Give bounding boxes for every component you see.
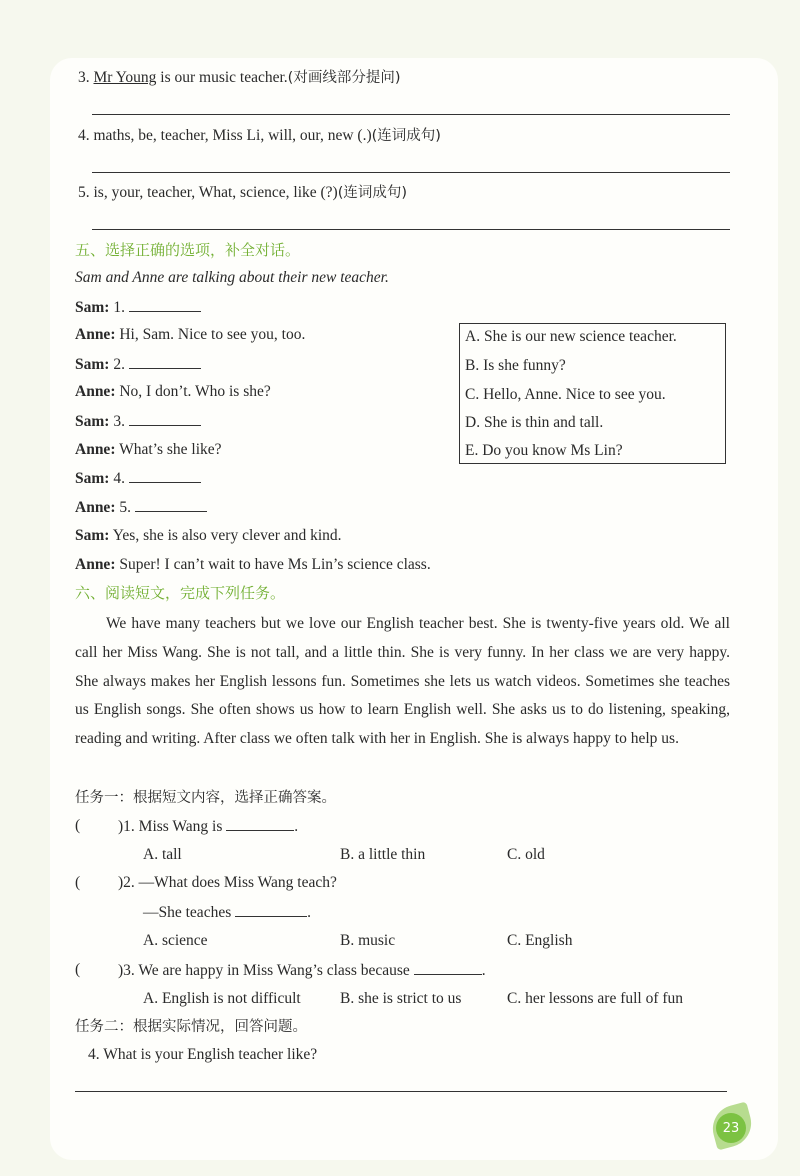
- answer-blank[interactable]: [129, 411, 201, 426]
- dialogue-line: Anne: What’s she like?: [75, 441, 222, 458]
- dialogue-line: Sam: 1.: [75, 297, 201, 318]
- answer-line[interactable]: [92, 114, 730, 115]
- choice[interactable]: C. her lessons are full of fun: [507, 990, 684, 1007]
- answer-line[interactable]: [92, 172, 730, 173]
- option-d: D. She is thin and tall.: [465, 414, 604, 431]
- dialogue-line: Anne: Super! I can’t wait to have Ms Lin’s science class.: [75, 556, 431, 573]
- choice[interactable]: A. science: [143, 932, 208, 949]
- dialogue-line: Anne: 5.: [75, 497, 207, 518]
- paren-open: (: [75, 961, 81, 978]
- choice[interactable]: B. she is strict to us: [340, 990, 462, 1007]
- task2-question: 4. What is your English teacher like?: [88, 1046, 318, 1063]
- reading-passage: We have many teachers but we love our English teacher best. She is twenty-five years old. We all call her Miss Wang. She is not tall, and a little thin. She is very funny. In her class we are very happy. She always makes her English lessons fun. Sometimes she lets us watch videos. Sometimes she teaches us English songs. She often shows us how to learn English well. She asks us to do listening, speaking, reading and writing. After class we often talk with her in English. She is always happy to help us.: [75, 615, 730, 748]
- answer-blank[interactable]: [414, 960, 482, 975]
- answer-blank[interactable]: [135, 497, 207, 512]
- choice[interactable]: A. English is not difficult: [143, 990, 301, 1007]
- dialogue-line: Anne: No, I don’t. Who is she?: [75, 383, 271, 400]
- answer-blank[interactable]: [235, 902, 307, 917]
- choice[interactable]: C. English: [507, 932, 573, 949]
- option-e: E. Do you know Ms Lin?: [465, 442, 623, 459]
- answer-blank[interactable]: [129, 468, 201, 483]
- dialogue-line: Sam: 3.: [75, 411, 201, 432]
- answer-blank[interactable]: [129, 354, 201, 369]
- choice[interactable]: C. old: [507, 846, 545, 863]
- option-b: B. Is she funny?: [465, 357, 566, 374]
- dialogue-intro: Sam and Anne are talking about their new teacher.: [75, 269, 389, 286]
- page-number: 23: [716, 1113, 746, 1143]
- task1-question-2: )2. —What does Miss Wang teach?: [118, 874, 337, 891]
- answer-blank[interactable]: [226, 816, 294, 831]
- dialogue-line: Sam: 4.: [75, 468, 201, 489]
- question-4: 4. maths, be, teacher, Miss Li, will, our, new (.)(连词成句): [78, 127, 441, 144]
- paren-open: (: [75, 817, 81, 834]
- task2-heading: 任务二：根据实际情况，回答问题。: [75, 1019, 307, 1035]
- section-5-heading: 五、选择正确的选项，补全对话。: [75, 241, 301, 259]
- choice[interactable]: B. music: [340, 932, 396, 949]
- task1-question-2-line2: —She teaches .: [143, 904, 311, 921]
- section-6-heading: 六、阅读短文，完成下列任务。: [75, 584, 286, 602]
- question-3: 3. Mr Young is our music teacher.(对画线部分提问): [78, 69, 401, 86]
- task1-question-3: )3. We are happy in Miss Wang’s class because .: [118, 962, 486, 979]
- task1-heading: 任务一：根据短文内容，选择正确答案。: [75, 790, 336, 806]
- choice[interactable]: A. tall: [143, 846, 182, 863]
- option-c: C. Hello, Anne. Nice to see you.: [465, 386, 666, 403]
- question-5: 5. is, your, teacher, What, science, like (?)(连词成句): [78, 184, 408, 201]
- options-box: [459, 323, 726, 464]
- answer-line[interactable]: [75, 1091, 727, 1092]
- dialogue-line: Sam: Yes, she is also very clever and kind.: [75, 527, 342, 544]
- dialogue-line: Sam: 2.: [75, 354, 201, 375]
- dialogue-line: Anne: Hi, Sam. Nice to see you, too.: [75, 326, 306, 343]
- underlined-phrase: Mr Young: [93, 69, 157, 86]
- option-a: A. She is our new science teacher.: [465, 328, 677, 345]
- task1-question-1: )1. Miss Wang is .: [118, 818, 299, 835]
- answer-line[interactable]: [92, 229, 730, 230]
- choice[interactable]: B. a little thin: [340, 846, 426, 863]
- paren-open: (: [75, 874, 81, 891]
- answer-blank[interactable]: [129, 297, 201, 312]
